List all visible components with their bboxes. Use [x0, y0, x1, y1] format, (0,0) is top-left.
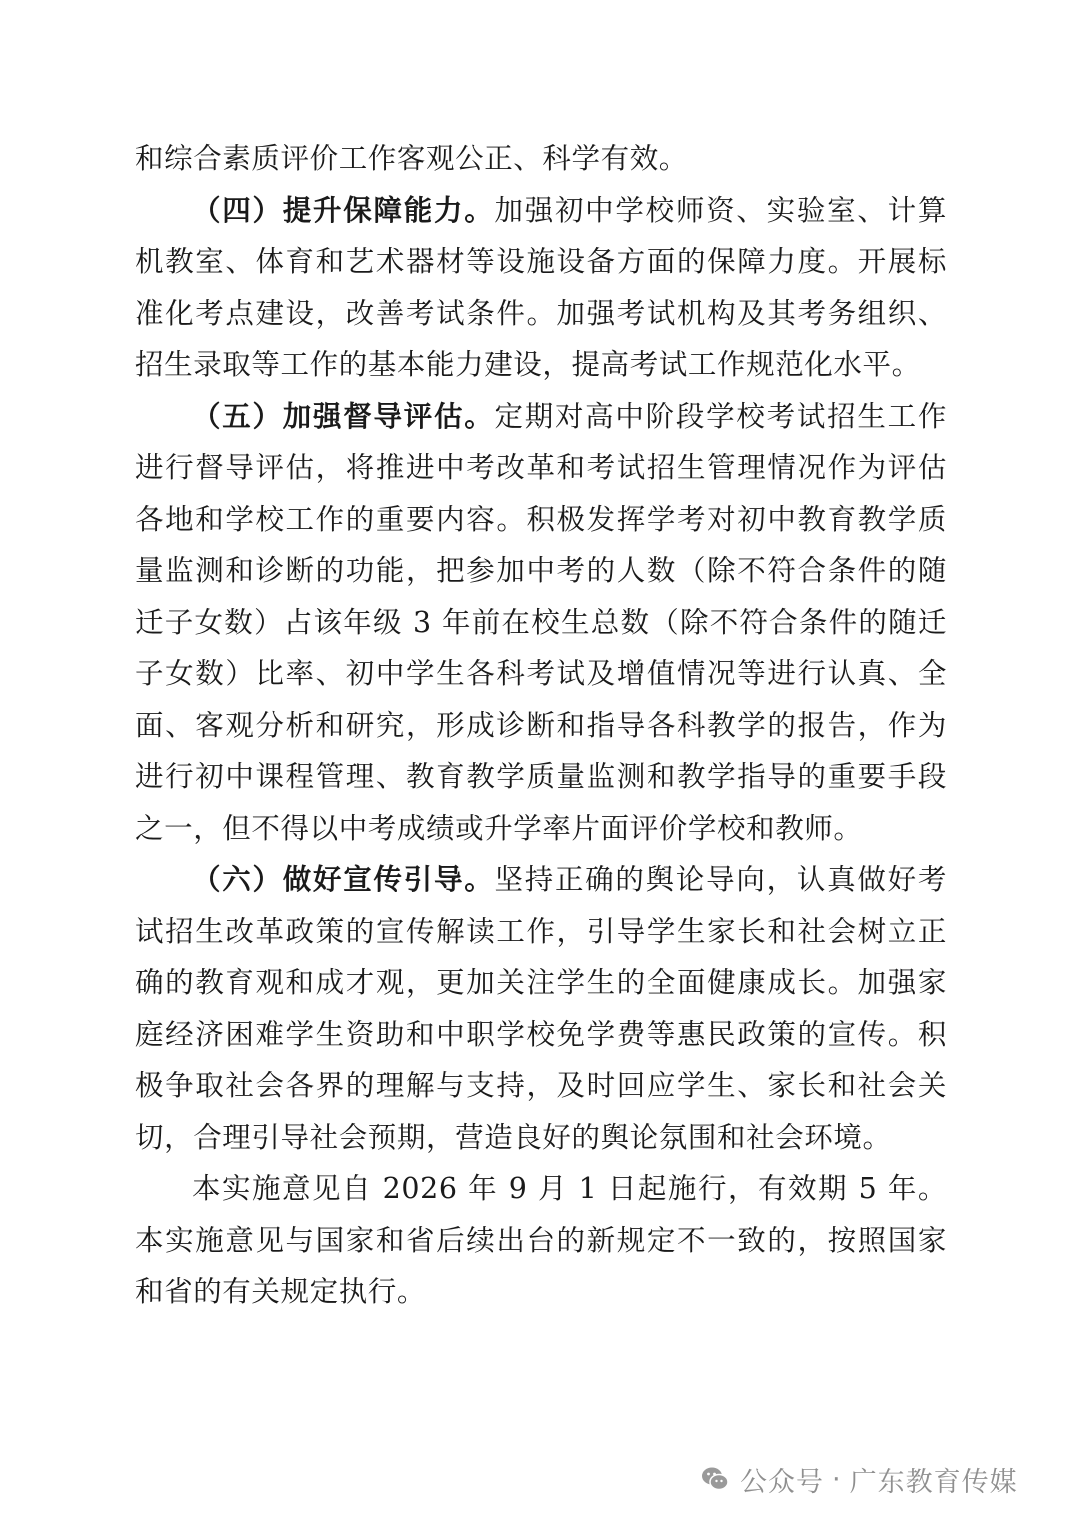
- paragraph-text: 本实施意见自 2026 年 9 月 1 日起施行，有效期 5 年。本实施意见与国家和省后续出台的新规定不一致的，按照国家和省的有关规定执行。: [135, 1172, 947, 1308]
- paragraph-section-4: [135, 185, 947, 391]
- paragraph-continuation: [135, 133, 947, 185]
- watermark-separator: ·: [832, 1463, 842, 1495]
- section-heading: （六）做好宣传引导。: [192, 862, 495, 896]
- paragraph-section-6: [135, 854, 947, 1163]
- paragraph-text: 坚持正确的舆论导向，认真做好考试招生改革政策的宣传解读工作，引导学生家长和社会树立正确的教育观和成才观，更加关注学生的全面健康成长。加强家庭经济困难学生资助和中职学校免学费等惠民政策的宣传。积极争取社会各界的理解与支持，及时回应学生、家长和社会关切，合理引导社会预期，营造良好的舆论氛围和社会环境。: [135, 863, 947, 1154]
- watermark-prefix: 公众号: [740, 1466, 824, 1498]
- paragraph-text: 定期对高中阶段学校考试招生工作进行督导评估，将推进中考改革和考试招生管理情况作为评估各地和学校工作的重要内容。积极发挥学考对初中教育教学质量监测和诊断的功能，把参加中考的人数（除不符合条件的随迁子女数）占该年级 3 年前在校生总数（除不符合条件的随迁子女数）比率、初中学生各科考试及增值情况等进行认真、全面、客观分析和研究，形成诊断和指导各科教学的报告，作为进行初中课程管理、教育教学质量监测和教学指导的重要手段之一，但不得以中考成绩或升学率片面评价学校和教师。: [135, 399, 947, 845]
- section-heading: （五）加强督导评估。: [192, 398, 495, 433]
- document-body: [135, 133, 947, 1318]
- watermark-account: 广东教育传媒: [849, 1466, 1018, 1498]
- paragraph-text: 加强初中学校师资、实验室、计算机教室、体育和艺术器材等设施设备方面的保障力度。开展标准化考点建设，改善考试条件。加强考试机构及其考务组织、招生录取等工作的基本能力建设，提高考试工作规范化水平。: [135, 193, 947, 381]
- watermark: [700, 1454, 1018, 1504]
- paragraph-effective-date: [135, 1163, 947, 1318]
- paragraph-section-5: [135, 391, 947, 855]
- section-heading: （四）提升保障能力。: [192, 192, 495, 227]
- paragraph-text: 和综合素质评价工作客观公正、科学有效。: [135, 142, 688, 175]
- wechat-icon: [700, 1464, 730, 1494]
